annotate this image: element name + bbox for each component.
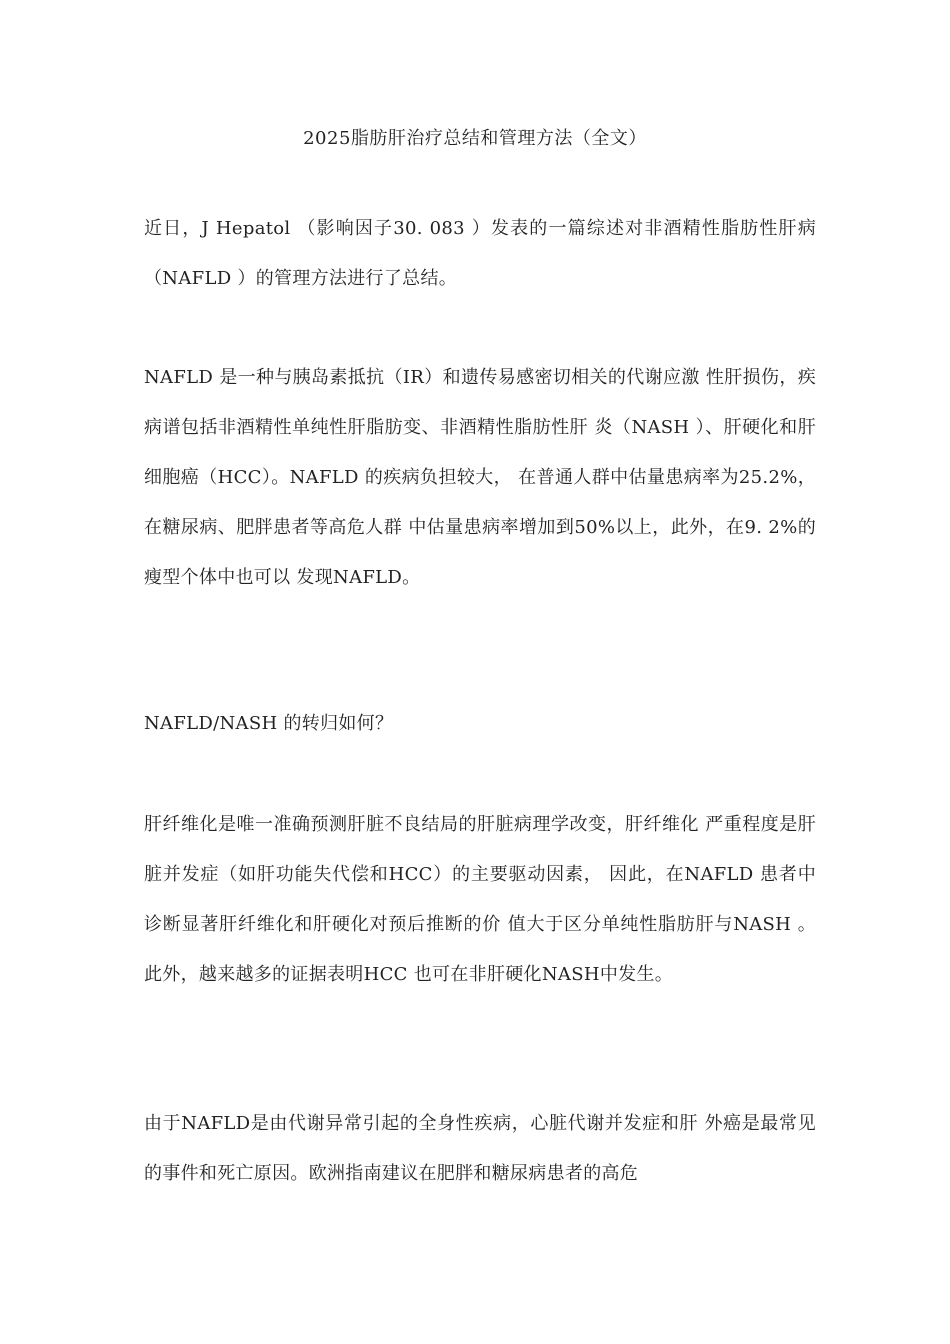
- paragraph-systemic-disease: 由于NAFLD是由代谢异常引起的全身性疾病，心脏代谢并发症和肝 外癌是最常见的事件和死亡原因。欧洲指南建议在肥胖和糖尿病患者的高危: [144, 1113, 816, 1184]
- section-heading: NAFLD/NASH 的转归如何？: [144, 713, 394, 734]
- paragraph-intro: 近日，J Hepatol （影响因子30. 083 ）发表的一篇综述对非酒精性脂肪性肝病（NAFLD ）的管理方法进行了总结。: [144, 218, 816, 289]
- paragraph-nafld-definition: NAFLD 是一种与胰岛素抵抗（IR）和遗传易感密切相关的代谢应激 性肝损伤，疾病谱包括非酒精性单纯性肝脂肪变、非酒精性脂肪性肝 炎（NASH ）、肝硬化和肝细胞癌（HCC）。NAFLD 的疾病负担较大， 在普通人群中估量患病率为25.2%，在糖尿病、肥胖患者等高危人群 中估量患病率增加到50%以上，此外，在9. 2%的瘦型个体中也可以 发现NAFLD。: [144, 367, 816, 588]
- document-title: 2025脂肪肝治疗总结和管理方法（全文）: [303, 128, 647, 149]
- paragraph-liver-fibrosis: 肝纤维化是唯一准确预测肝脏不良结局的肝脏病理学改变，肝纤维化 严重程度是肝脏并发症（如肝功能失代偿和HCC）的主要驱动因素， 因此，在NAFLD 患者中诊断显著肝纤维化和肝硬化对预后推断的价 值大于区分单纯性脂肪肝与NASH 。此外，越来越多的证据表明HCC 也可在非肝硬化NASH中发生。: [144, 814, 816, 985]
